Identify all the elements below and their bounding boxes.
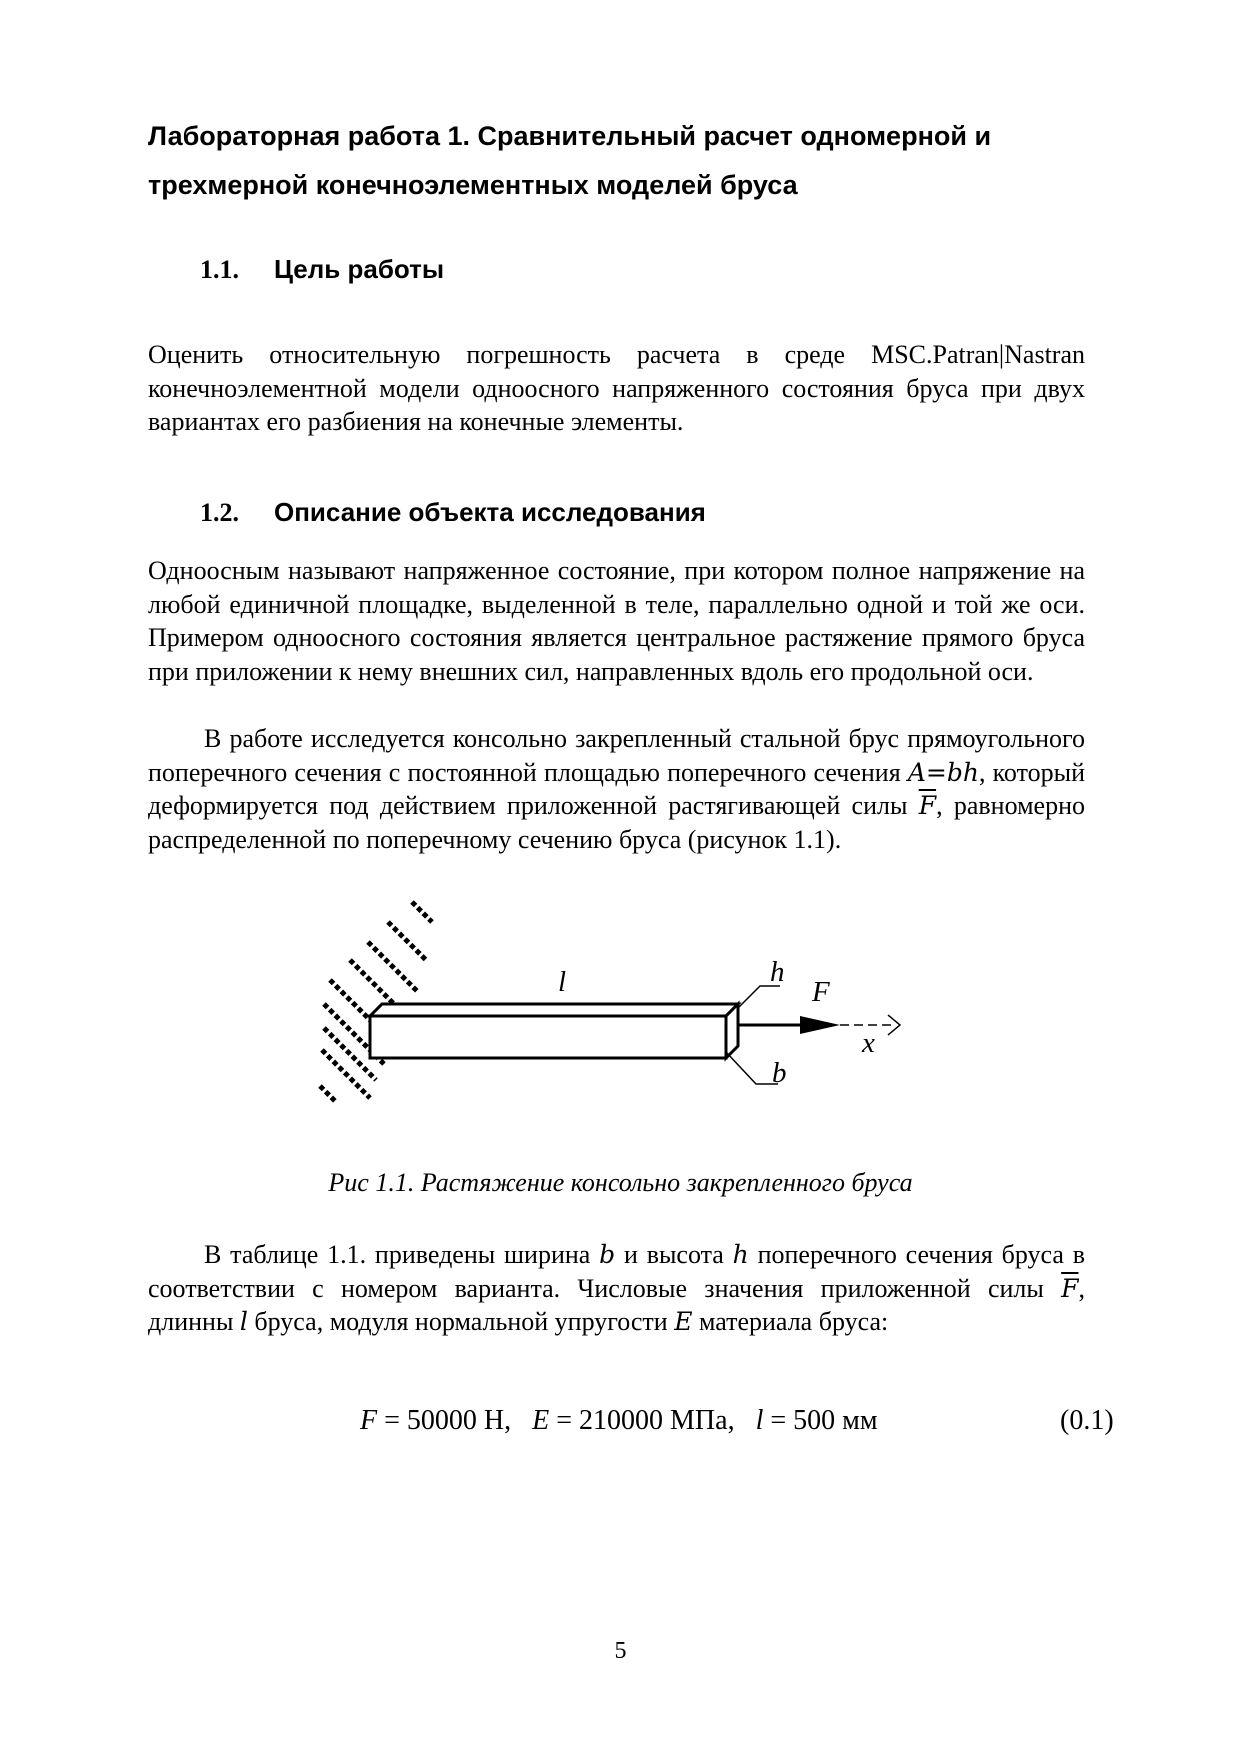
text-run: , длинны: [148, 1273, 1085, 1336]
beam-top-face: [370, 1004, 738, 1016]
text-run: бруса, модуля нормальной упругости: [247, 1307, 675, 1336]
title-line-2: трехмерной конечноэлементных моделей бруса: [148, 170, 798, 200]
formula-f-value: = 50000 Н,: [377, 1405, 512, 1436]
description-paragraph-2: [148, 722, 1085, 856]
equation-0-1: [360, 1405, 878, 1437]
text-run: поперечного сечения бруса в соответствии с номером варианта. Числовые значения приложенной силы: [148, 1240, 1086, 1303]
text-run: В работе исследуется консольно закрепленный стальной брус прямоугольного поперечного сечения с постоянной площадью поперечного сечения: [148, 724, 1085, 787]
force-symbol: $\overline{F}$: [1061, 1273, 1079, 1303]
modulus-symbol: E: [674, 1307, 693, 1336]
text-run: В таблице 1.1. приведены ширина: [204, 1240, 600, 1269]
figure-caption: Рис 1.1. Растяжение консольно закрепленного бруса: [328, 1168, 913, 1197]
height-label: h: [770, 956, 785, 988]
formula-l-value: = 500 мм: [763, 1405, 878, 1436]
axis-label: x: [862, 1027, 875, 1059]
text-run: , равномерно распределенной по поперечному сечению бруса (рисунок 1.1).: [148, 791, 1085, 854]
beam-figure: [300, 900, 940, 1140]
table-intro-paragraph: [148, 1238, 1085, 1339]
section-heading-description: [200, 496, 1100, 529]
width-label: b: [772, 1057, 787, 1089]
section-heading-goal: [200, 253, 1100, 286]
area-formula: A=bh: [907, 757, 979, 787]
force-arrow-head: [800, 1016, 840, 1034]
beam-front-face: [370, 1016, 726, 1058]
formula-l-symbol: l: [755, 1405, 764, 1436]
text-run: материала бруса:: [692, 1307, 889, 1336]
width-symbol: b: [599, 1240, 616, 1269]
height-symbol: h: [732, 1240, 749, 1269]
text-run: , который деформируется под действием приложенной растягивающей силы: [148, 757, 1085, 820]
section-number: 1.2.: [200, 498, 239, 527]
section-number: 1.1.: [200, 255, 239, 284]
length-label: l: [558, 966, 567, 998]
text-run: и высота: [615, 1240, 733, 1269]
formula-f-symbol: F: [360, 1405, 378, 1436]
equation-number: (0.1): [1060, 1405, 1114, 1436]
title-line-1: Лабораторная работа 1. Сравнительный расчет одномерной и: [148, 121, 992, 151]
formula-e-symbol: E: [532, 1405, 550, 1436]
force-label: F: [812, 976, 830, 1008]
page-number: 5: [614, 1638, 627, 1664]
section-title: Описание объекта исследования: [274, 497, 706, 527]
goal-paragraph: Оценить относительную погрешность расчета в среде MSC.Patran|Nastran конечноэлементной модели одноосного напряженного состояния бруса при двух вариантах его разбиения на конечные элементы.: [148, 340, 1085, 436]
fixed-support-hatching: [320, 902, 432, 1102]
length-symbol: l: [239, 1307, 248, 1336]
section-title: Цель работы: [274, 254, 445, 284]
formula-e-value: = 210000 МПа,: [549, 1405, 735, 1436]
description-paragraph-1: Одноосным называют напряженное состояние, при котором полное напряжение на любой единичной площадке, выделенной в теле, параллельно одной и той же оси. Примером одноосного состояния является центральное растяжение прямого бруса при приложении к нему внешних сил, направленных вдоль его продольной оси.: [148, 556, 1085, 686]
beam: [370, 1004, 738, 1058]
beam-end-face: [726, 1004, 738, 1058]
page-title: [148, 112, 1108, 210]
force-symbol: $\overline{F}$: [918, 791, 937, 820]
